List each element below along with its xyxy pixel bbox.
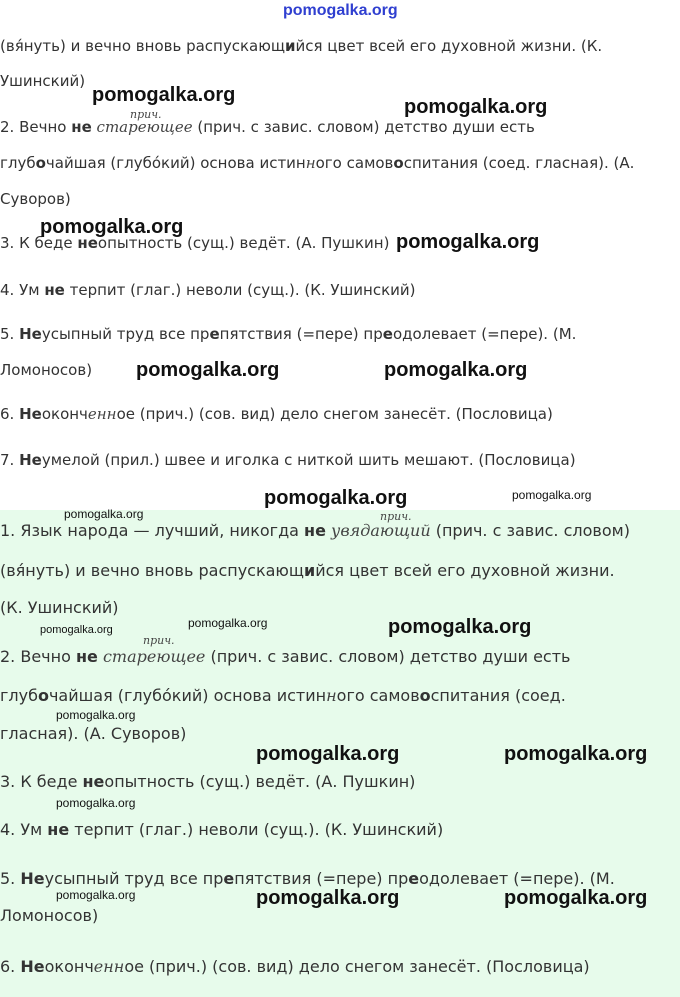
text-segment: (К. Ушинский) (0, 598, 119, 617)
watermark: pomogalka.org (388, 616, 532, 638)
text-segment: пятствия (=пере) пр (219, 325, 383, 343)
handwritten-segment: стареющее (96, 118, 193, 136)
text-segment: (прич. с завис. словом) (430, 521, 630, 540)
text-segment: одолевает (=пере). (М. (392, 325, 577, 343)
bold-segment: Не (19, 325, 42, 343)
text-segment: 4. Ум (0, 820, 48, 839)
bold-segment: и (284, 37, 296, 55)
watermark: pomogalka.org (384, 359, 528, 381)
text-segment: ого самов (336, 686, 420, 705)
watermark: pomogalka.org (56, 796, 136, 810)
text-segment: оконч (44, 957, 94, 976)
text-segment: (прич. с завис. словом) детство души есть (192, 118, 535, 136)
text-line (0, 154, 634, 172)
text-segment: терпит (глаг.) неволи (сущ.). (К. Ушинский) (69, 820, 444, 839)
text-line (0, 325, 576, 343)
text-segment: опытность (сущ.) ведёт. (А. Пушкин) (97, 234, 390, 252)
text-line (0, 281, 416, 299)
bold-segment: не (82, 772, 105, 791)
text-segment: 5. (0, 325, 20, 343)
text-line (0, 451, 576, 469)
watermark: pomogalka.org (136, 359, 280, 381)
text-segment: (вя́нуть) и вечно вновь распускающ (0, 561, 304, 580)
bold-segment: е (382, 325, 393, 343)
text-segment: ого самов (315, 154, 394, 172)
text-line (0, 724, 186, 743)
prich-annotation: прич. (143, 634, 175, 647)
text-line (0, 72, 85, 90)
text-line (0, 820, 443, 839)
text-segment: 2. Вечно (0, 647, 76, 666)
text-line (0, 906, 98, 925)
bold-segment: Не (19, 451, 42, 469)
bold-segment: е (223, 869, 235, 888)
watermark: pomogalka.org (56, 888, 136, 902)
handwritten-segment: енн (93, 957, 125, 976)
text-line (0, 37, 602, 55)
bold-segment: о (393, 154, 404, 172)
text-segment: (прич. с завис. словом) детство души есть (205, 647, 571, 666)
text-segment: опытность (сущ.) ведёт. (А. Пушкин) (104, 772, 416, 791)
text-segment: ое (прич.) (сов. вид) дело снегом занесёт. (Пословица) (124, 957, 590, 976)
text-segment: умелой (прил.) швее и иголка с ниткой шить мешают. (Пословица) (41, 451, 576, 469)
text-segment: Ломоносов) (0, 361, 93, 379)
text-segment: 5. (0, 869, 21, 888)
text-segment: 3. К беде (0, 772, 83, 791)
watermark: pomogalka.org (92, 84, 236, 106)
text-line (0, 361, 92, 379)
watermark: pomogalka.org (504, 887, 648, 909)
text-segment: терпит (глаг.) неволи (сущ.). (К. Ушинский) (64, 281, 416, 299)
bold-segment: Не (19, 405, 42, 423)
text-line (0, 598, 119, 617)
bold-segment: не (71, 118, 92, 136)
prich-annotation: прич. (130, 108, 162, 121)
header-watermark: pomogalka.org (283, 2, 398, 19)
watermark: pomogalka.org (256, 887, 400, 909)
handwritten-segment: енн (87, 405, 117, 423)
watermark: pomogalka.org (40, 216, 184, 238)
text-segment: 3. К беде (0, 234, 78, 252)
watermark: pomogalka.org (512, 488, 592, 502)
text-line (0, 869, 615, 888)
text-segment: йся цвет всей его духовной жизни. (315, 561, 615, 580)
text-segment: йся цвет всей его духовной жизни. (К. (295, 37, 603, 55)
text-line (0, 405, 553, 423)
text-segment: 2. Вечно (0, 118, 72, 136)
bold-segment: е (209, 325, 220, 343)
text-segment: чайшая (глубо́кий) основа истин (45, 154, 306, 172)
watermark: pomogalka.org (256, 743, 400, 765)
bold-segment: не (304, 521, 326, 540)
text-line (0, 686, 566, 705)
handwritten-segment: увядающий (331, 521, 431, 540)
bold-segment: Не (20, 957, 45, 976)
watermark: pomogalka.org (64, 507, 144, 521)
handwritten-segment: н (326, 686, 337, 705)
text-segment: чайшая (глубо́кий) основа истин (48, 686, 327, 705)
bold-segment: и (303, 561, 316, 580)
text-line (0, 647, 570, 666)
text-line (0, 561, 615, 580)
watermark: pomogalka.org (504, 743, 648, 765)
watermark: pomogalka.org (404, 96, 548, 118)
bold-segment: о (419, 686, 431, 705)
bold-segment: не (47, 820, 70, 839)
bold-segment: о (35, 154, 46, 172)
watermark: pomogalka.org (188, 616, 268, 630)
text-segment: Ломоносов) (0, 906, 99, 925)
watermark: pomogalka.org (396, 231, 540, 253)
handwritten-segment: н (305, 154, 316, 172)
text-line (0, 772, 415, 791)
text-segment: оконч (41, 405, 88, 423)
text-segment: 7. (0, 451, 20, 469)
handwritten-segment: стареющее (102, 647, 206, 666)
bold-segment: е (408, 869, 420, 888)
watermark: pomogalka.org (264, 487, 408, 509)
bold-segment: не (75, 647, 98, 666)
text-segment: 6. (0, 957, 21, 976)
bold-segment: о (37, 686, 49, 705)
text-segment: пятствия (=пере) пр (234, 869, 409, 888)
text-segment: глуб (0, 686, 38, 705)
text-segment: усыпный труд все пр (41, 325, 210, 343)
text-line (0, 190, 71, 208)
text-segment: 4. Ум (0, 281, 45, 299)
text-segment: гласная). (А. Суворов) (0, 724, 187, 743)
bold-segment: не (77, 234, 98, 252)
text-line (0, 957, 590, 976)
text-segment: усыпный труд все пр (44, 869, 224, 888)
text-segment: (вя́нуть) и вечно вновь распускающ (0, 37, 285, 55)
text-segment: одолевает (=пере). (М. (419, 869, 615, 888)
text-line (0, 521, 630, 540)
bold-segment: Не (20, 869, 45, 888)
text-segment: глуб (0, 154, 36, 172)
text-segment: Суворов) (0, 190, 71, 208)
text-segment: спитания (соед. гласная). (А. (403, 154, 635, 172)
watermark: pomogalka.org (56, 708, 136, 722)
text-segment: ое (прич.) (сов. вид) дело снегом занесёт. (Пословица) (116, 405, 553, 423)
text-segment: 1. Язык народа — лучший, никогда (0, 521, 305, 540)
text-segment: 6. (0, 405, 20, 423)
bold-segment: не (44, 281, 65, 299)
watermark: pomogalka.org (40, 624, 113, 636)
prich-annotation: прич. (380, 510, 412, 523)
text-segment: Ушинский) (0, 72, 86, 90)
text-line (0, 118, 535, 136)
text-segment: спитания (соед. (430, 686, 566, 705)
